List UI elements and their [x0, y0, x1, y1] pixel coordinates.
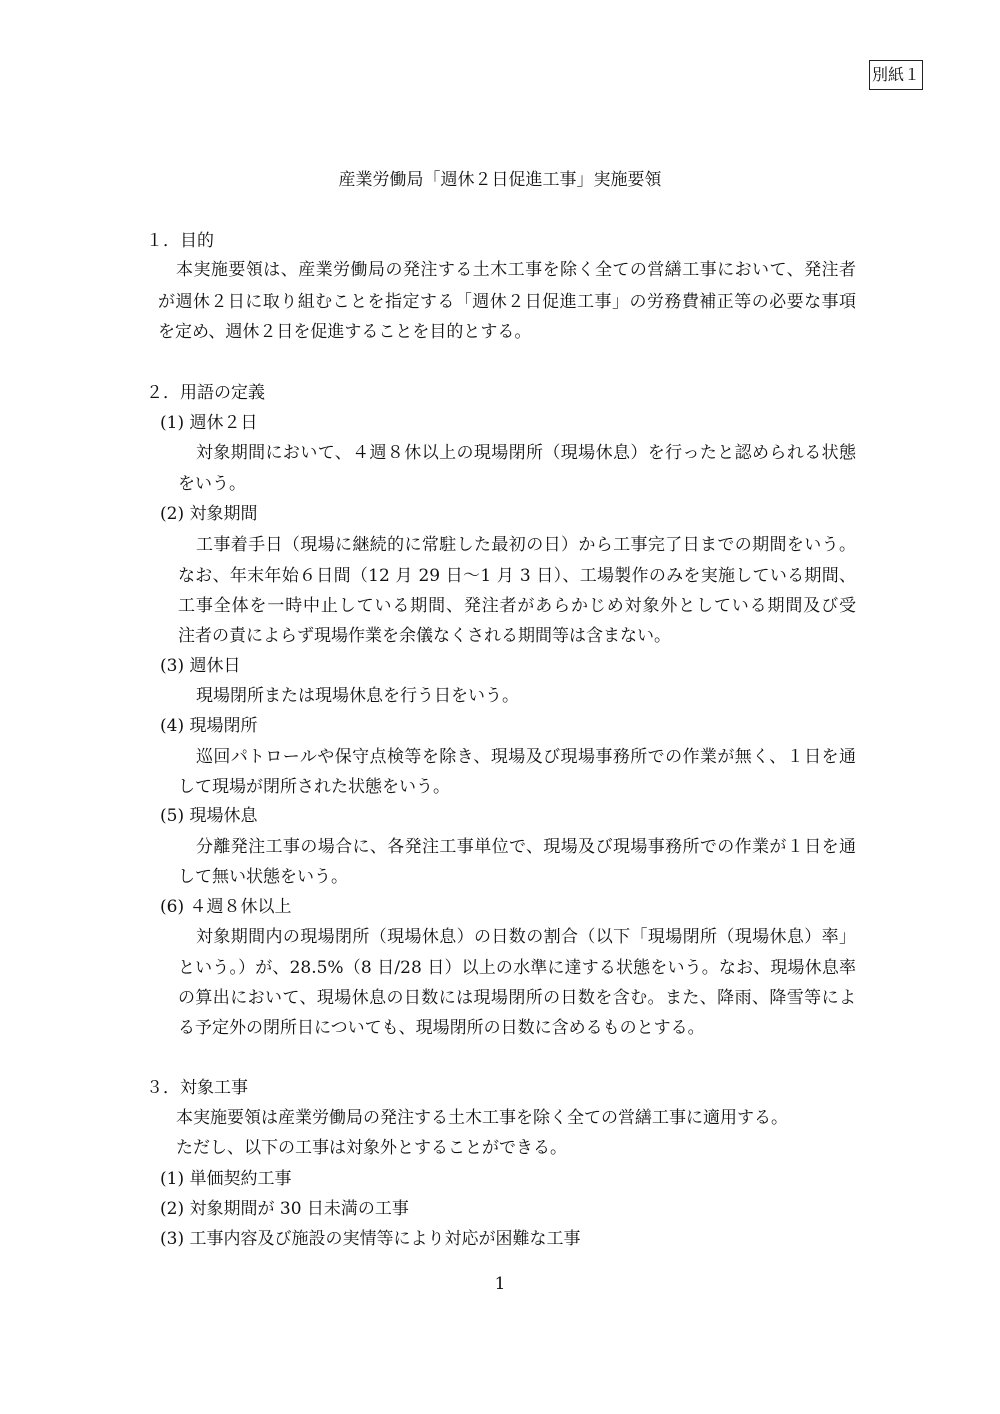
definition-6-text: 対象期間内の現場閉所（現場休息）の日数の割合（以下「現場閉所（現場休息）率」	[196, 927, 856, 947]
section-3-list-item: (3) 工事内容及び施設の実情等により対応が困難な工事	[160, 1229, 581, 1249]
page-number: 1	[494, 1274, 506, 1294]
section-3-paragraph-line: 本実施要領は産業労働局の発注する土木工事を除く全ての営繕工事に適用する。	[176, 1108, 788, 1128]
definition-1-heading: (1) 週休２日	[160, 413, 258, 433]
section-3-list-item: (2) 対象期間が 30 日未満の工事	[160, 1199, 409, 1219]
definition-5-text: して無い状態をいう。	[178, 867, 348, 887]
section-2-heading: ２．用語の定義	[146, 383, 265, 403]
definition-2-heading: (2) 対象期間	[160, 504, 258, 524]
definition-3-text: 現場閉所または現場休息を行う日をいう。	[196, 686, 519, 706]
attachment-label: 別紙１	[869, 60, 923, 90]
definition-6-text: の算出において、現場休息の日数には現場閉所の日数を含む。また、降雨、降雪等によ	[178, 988, 856, 1008]
definition-5-text: 分離発注工事の場合に、各発注工事単位で、現場及び現場事務所での作業が１日を通	[196, 837, 856, 857]
definition-2-text: 工事着手日（現場に継続的に常駐した最初の日）から工事完了日までの期間をいう。	[196, 535, 856, 555]
section-3-heading: ３．対象工事	[146, 1078, 248, 1098]
section-1-heading: １．目的	[146, 231, 214, 251]
section-1-paragraph-line: 本実施要領は、産業労働局の発注する土木工事を除く全ての営繕工事において、発注者	[176, 260, 856, 280]
definition-2-text: 注者の責によらず現場作業を余儀なくされる期間等は含まない。	[178, 626, 671, 646]
definition-4-text: して現場が閉所された状態をいう。	[178, 777, 450, 797]
definition-5-heading: (5) 現場休息	[160, 806, 258, 826]
section-3-paragraph-line: ただし、以下の工事は対象外とすることができる。	[176, 1138, 567, 1158]
definition-1-text: 対象期間において、４週８休以上の現場閉所（現場休息）を行ったと認められる状態	[196, 443, 856, 463]
section-3-list-item: (1) 単価契約工事	[160, 1169, 292, 1189]
definition-2-text: なお、年末年始６日間（12 月 29 日～1 月 3 日）、工場製作のみを実施している期間、	[178, 566, 856, 586]
definition-6-text: という。）が、28.5%（8 日/28 日）以上の水準に達する状態をいう。なお、現場休息率	[178, 958, 856, 978]
definition-4-text: 巡回パトロールや保守点検等を除き、現場及び現場事務所での作業が無く、１日を通	[196, 747, 856, 767]
definition-4-heading: (4) 現場閉所	[160, 716, 258, 736]
section-1-paragraph-line: が週休２日に取り組むことを指定する「週休２日促進工事」の労務費補正等の必要な事項	[158, 292, 856, 312]
definition-1-text: をいう。	[178, 474, 246, 494]
definition-2-text: 工事全体を一時中止している期間、発注者があらかじめ対象外としている期間及び受	[178, 596, 856, 616]
definition-6-text: る予定外の閉所日についても、現場閉所の日数に含めるものとする。	[178, 1018, 705, 1038]
definition-6-heading: (6) ４週８休以上	[160, 897, 292, 917]
section-1-paragraph-line: を定め、週休２日を促進することを目的とする。	[158, 322, 532, 342]
document-title: 産業労働局「週休２日促進工事」実施要領	[338, 170, 662, 190]
definition-3-heading: (3) 週休日	[160, 656, 241, 676]
